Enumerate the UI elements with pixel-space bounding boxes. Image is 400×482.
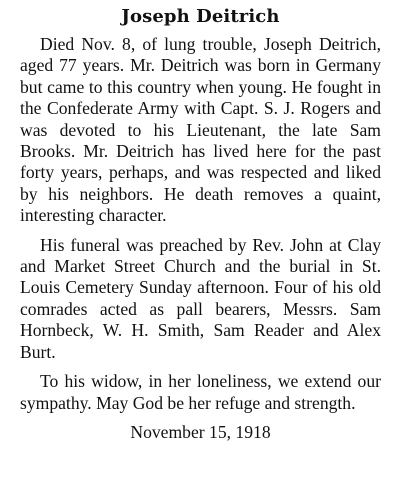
article-paragraph-funeral: His funeral was preached by Rev. John at Clay and Market Street Church and the burial in St. Louis Cemetery Sunday afternoon. Four of his old comrades acted as pall bearers, Messrs. Sam Hornbeck, W. H. Smith, Sam Reader and Alex Burt. (20, 234, 381, 362)
article-title: Joseph Deitrich (121, 6, 280, 27)
article-date: November 15, 1918 (130, 421, 271, 442)
article-paragraph-death: Died Nov. 8, of lung trouble, Joseph Deitrich, aged 77 years. Mr. Deitrich was born in Germany but came to this country when young. He fought in the Confederate Army with Capt. S. J. Rogers and was devoted to his Lieutenant, the late Sam Brooks. Mr. Deitrich has lived here for the past forty years, perhaps, and was respected and liked by his neighbors. He death removes a quaint, interesting character. (20, 34, 381, 226)
article-paragraph-sympathy: To his widow, in her loneliness, we extend our sympathy. May God be her refuge and strength. (20, 371, 381, 413)
